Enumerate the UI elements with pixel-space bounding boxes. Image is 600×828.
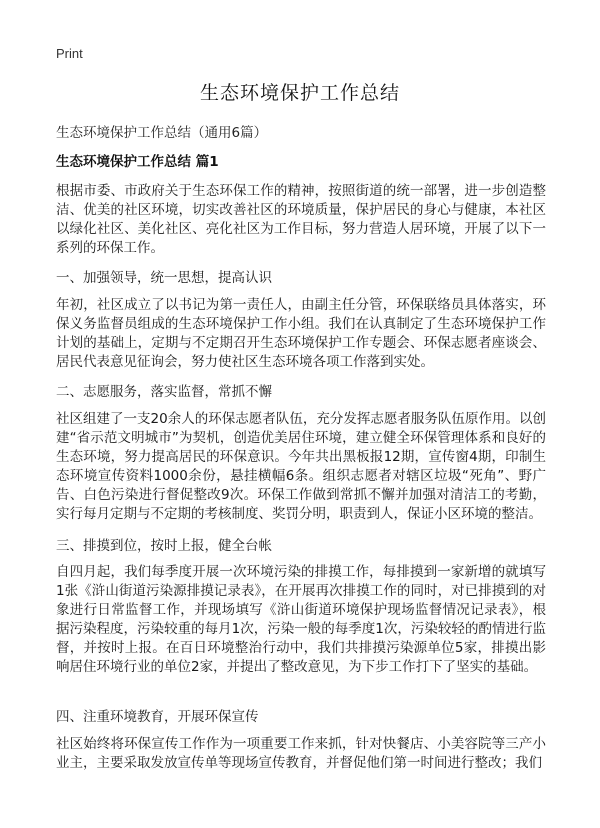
paragraph-3: 自四月起，我们每季度开展一次环境污染的排摸工作，每排摸到一家新增的就填写1张《浒山街道污染源排摸记录表》，在开展再次排摸工作的同时，对已排摸到的对象进行日常监督工作，并现场填写《浒山街道环境保护现场监督情况记录表》，根据污染程度，污染较重的每月1次，污染一般的每季度1次，污染较轻的酌情进行监督，并按时上报。在百日环境整治行动中，我们共排摸污染源单位5家，排摸出影响居住环境行业的单位2家，并提出了整改意见，为下步工作打下了坚实的基础。 bbox=[56, 564, 546, 675]
heading-3: 三、排摸到位，按时上报，健全台帐 bbox=[56, 538, 272, 554]
print-label[interactable]: Print bbox=[56, 46, 83, 61]
section-title: 生态环境保护工作总结 篇1 bbox=[56, 154, 219, 170]
heading-1: 一、加强领导，统一思想，提高认识 bbox=[56, 270, 272, 286]
paragraph-4: 社区始终将环保宣传工作作为一项重要工作来抓，针对快餐店、小美容院等三产小业主，主要采取发放宣传单等现场宣传教育，并督促他们第一时间进行整改；我们 bbox=[56, 736, 546, 771]
heading-2: 二、志愿服务，落实监督，常抓不懈 bbox=[56, 384, 272, 400]
intro-paragraph: 根据市委、市政府关于生态环保工作的精神，按照街道的统一部署，进一步创造整洁、优美的社区环境，切实改善社区的环境质量，保护居民的身心与健康，本社区以绿化社区、美化社区、亮化社区为工作目标，努力营造人居环境，开展了以下一系列的环保工作。 bbox=[56, 183, 546, 256]
page-title: 生态环境保护工作总结 bbox=[199, 82, 400, 104]
document-subtitle: 生态环境保护工作总结（通用6篇） bbox=[56, 125, 268, 141]
paragraph-2: 社区组建了一支20余人的环保志愿者队伍，充分发挥志愿者服务队伍原作用。以创建“省示范文明城市”为契机，创造优美居住环境，建立健全环保管理体系和良好的生态环境，努力提高居民的环保意识。今年共出黑板报12期，宣传窗4期，印制生态环境宣传资料1000余份，悬挂横幅6条。组织志愿者对辖区垃圾“死角”、野广告、白色污染进行督促整改9次。环保工作做到常抓不懈并加强对清洁工的考勤，实行每月定期与不定期的考核制度、奖罚分明，职责到人，保证小区环境的整洁。 bbox=[56, 411, 546, 522]
heading-4: 四、注重环境教育，开展环保宣传 bbox=[56, 709, 259, 725]
paragraph-1: 年初，社区成立了以书记为第一责任人，由副主任分管，环保联络员具体落实，环保义务监督员组成的生态环境保护工作小组。我们在认真制定了生态环境保护工作计划的基础上，定期与不定期召开生态环境保护工作专题会、环保志愿者座谈会、居民代表意见征询会，努力使社区生态环境各项工作落到实处。 bbox=[56, 297, 546, 370]
